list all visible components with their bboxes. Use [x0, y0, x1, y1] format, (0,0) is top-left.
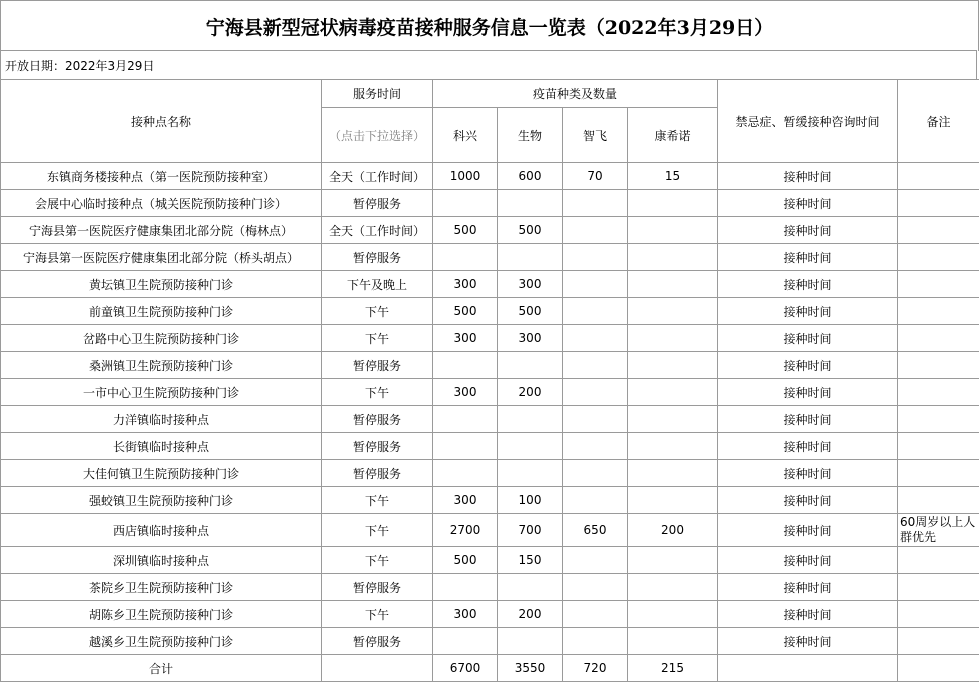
remark-cell — [898, 271, 979, 298]
site-name-cell: 强蛟镇卫生院预防接种门诊 — [1, 487, 322, 514]
remark-cell — [898, 433, 979, 460]
consult-time-cell: 接种时间 — [718, 514, 898, 547]
qty-kangxinuo-cell — [628, 352, 718, 379]
header-contraindication: 禁忌症、暂缓接种咨询时间 — [718, 80, 898, 163]
qty-kangxinuo-cell — [628, 298, 718, 325]
site-name-cell: 胡陈乡卫生院预防接种门诊 — [1, 601, 322, 628]
service-time-cell[interactable]: 下午及晚上 — [322, 271, 433, 298]
remark-cell: 60周岁以上人群优先 — [898, 514, 979, 547]
service-time-cell[interactable]: 暂停服务 — [322, 433, 433, 460]
service-time-cell[interactable]: 下午 — [322, 487, 433, 514]
qty-shengwu-cell — [498, 433, 563, 460]
service-time-cell[interactable]: 下午 — [322, 514, 433, 547]
qty-shengwu-cell — [498, 244, 563, 271]
consult-time-cell: 接种时间 — [718, 163, 898, 190]
service-time-cell[interactable]: 下午 — [322, 325, 433, 352]
service-time-cell[interactable]: 下午 — [322, 298, 433, 325]
qty-kangxinuo-cell — [628, 487, 718, 514]
service-time-dropdown-hint[interactable]: （点击下拉选择） — [322, 108, 433, 163]
qty-zhifei-cell — [563, 379, 628, 406]
remark-cell — [898, 298, 979, 325]
qty-zhifei-cell: 70 — [563, 163, 628, 190]
site-name-cell: 东镇商务楼接种点（第一医院预防接种室） — [1, 163, 322, 190]
table-row — [1, 547, 979, 574]
qty-zhifei-cell — [563, 352, 628, 379]
service-time-cell[interactable]: 全天（工作时间） — [322, 163, 433, 190]
qty-kexing-cell: 500 — [433, 298, 498, 325]
consult-time-cell: 接种时间 — [718, 574, 898, 601]
qty-kexing-cell — [433, 433, 498, 460]
qty-zhifei-cell — [563, 433, 628, 460]
remark-cell — [898, 190, 979, 217]
qty-kexing-cell: 300 — [433, 379, 498, 406]
qty-kexing-cell: 1000 — [433, 163, 498, 190]
total-kexing-cell: 6700 — [433, 655, 498, 682]
qty-zhifei-cell — [563, 298, 628, 325]
table-row — [1, 244, 979, 271]
total-zhifei-cell: 720 — [563, 655, 628, 682]
qty-kangxinuo-cell — [628, 547, 718, 574]
remark-cell — [898, 406, 979, 433]
remark-cell — [898, 628, 979, 655]
remark-cell — [898, 244, 979, 271]
site-name-cell: 黄坛镇卫生院预防接种门诊 — [1, 271, 322, 298]
remark-cell — [898, 547, 979, 574]
qty-kangxinuo-cell: 15 — [628, 163, 718, 190]
vaccination-table — [0, 79, 979, 682]
remark-cell — [898, 352, 979, 379]
consult-time-cell: 接种时间 — [718, 601, 898, 628]
qty-kexing-cell: 500 — [433, 217, 498, 244]
qty-shengwu-cell — [498, 190, 563, 217]
qty-zhifei-cell — [563, 460, 628, 487]
qty-shengwu-cell: 500 — [498, 298, 563, 325]
qty-zhifei-cell — [563, 217, 628, 244]
open-date: 开放日期：2022年3月29日 — [0, 50, 977, 79]
qty-zhifei-cell — [563, 547, 628, 574]
qty-kangxinuo-cell — [628, 379, 718, 406]
service-time-cell[interactable]: 暂停服务 — [322, 628, 433, 655]
qty-shengwu-cell: 300 — [498, 271, 563, 298]
remark-cell — [898, 601, 979, 628]
site-name-cell: 宁海县第一医院医疗健康集团北部分院（梅林点） — [1, 217, 322, 244]
service-time-cell[interactable]: 暂停服务 — [322, 244, 433, 271]
table-row — [1, 379, 979, 406]
qty-shengwu-cell — [498, 574, 563, 601]
site-name-cell: 西店镇临时接种点 — [1, 514, 322, 547]
table-row — [1, 406, 979, 433]
qty-kexing-cell: 300 — [433, 487, 498, 514]
qty-zhifei-cell — [563, 271, 628, 298]
qty-kangxinuo-cell — [628, 217, 718, 244]
site-name-cell: 一市中心卫生院预防接种门诊 — [1, 379, 322, 406]
qty-kangxinuo-cell — [628, 244, 718, 271]
qty-shengwu-cell — [498, 406, 563, 433]
site-name-cell: 长街镇临时接种点 — [1, 433, 322, 460]
consult-time-cell: 接种时间 — [718, 298, 898, 325]
qty-kangxinuo-cell — [628, 406, 718, 433]
service-time-cell[interactable]: 下午 — [322, 601, 433, 628]
qty-kexing-cell — [433, 628, 498, 655]
consult-time-cell: 接种时间 — [718, 406, 898, 433]
qty-zhifei-cell — [563, 406, 628, 433]
qty-shengwu-cell: 700 — [498, 514, 563, 547]
consult-time-cell: 接种时间 — [718, 271, 898, 298]
site-name-cell: 越溪乡卫生院预防接种门诊 — [1, 628, 322, 655]
qty-kangxinuo-cell — [628, 574, 718, 601]
qty-zhifei-cell — [563, 628, 628, 655]
qty-shengwu-cell — [498, 460, 563, 487]
table-row — [1, 628, 979, 655]
qty-kexing-cell — [433, 352, 498, 379]
total-time-cell — [322, 655, 433, 682]
qty-shengwu-cell: 200 — [498, 601, 563, 628]
qty-kexing-cell: 300 — [433, 325, 498, 352]
qty-kangxinuo-cell — [628, 271, 718, 298]
remark-cell — [898, 574, 979, 601]
header-vaccine-group: 疫苗种类及数量 — [433, 80, 718, 108]
table-row — [1, 298, 979, 325]
qty-kexing-cell: 300 — [433, 271, 498, 298]
site-name-cell: 茶院乡卫生院预防接种门诊 — [1, 574, 322, 601]
consult-time-cell: 接种时间 — [718, 433, 898, 460]
qty-zhifei-cell — [563, 325, 628, 352]
remark-cell — [898, 217, 979, 244]
qty-kexing-cell — [433, 190, 498, 217]
table-row — [1, 163, 979, 190]
table-row — [1, 574, 979, 601]
table-row — [1, 190, 979, 217]
total-remark-cell — [898, 655, 979, 682]
remark-cell — [898, 325, 979, 352]
qty-kangxinuo-cell: 200 — [628, 514, 718, 547]
qty-shengwu-cell: 200 — [498, 379, 563, 406]
service-time-cell[interactable]: 下午 — [322, 379, 433, 406]
consult-time-cell: 接种时间 — [718, 244, 898, 271]
table-row — [1, 487, 979, 514]
header-vaccine-kexing: 科兴 — [433, 108, 498, 163]
qty-kexing-cell — [433, 244, 498, 271]
header-vaccine-zhifei: 智飞 — [563, 108, 628, 163]
site-name-cell: 宁海县第一医院医疗健康集团北部分院（桥头胡点） — [1, 244, 322, 271]
qty-shengwu-cell — [498, 628, 563, 655]
qty-shengwu-cell: 500 — [498, 217, 563, 244]
qty-kexing-cell — [433, 574, 498, 601]
consult-time-cell: 接种时间 — [718, 487, 898, 514]
table-row — [1, 352, 979, 379]
total-row — [1, 655, 979, 682]
service-time-cell[interactable]: 暂停服务 — [322, 406, 433, 433]
table-row — [1, 271, 979, 298]
consult-time-cell: 接种时间 — [718, 352, 898, 379]
site-name-cell: 桑洲镇卫生院预防接种门诊 — [1, 352, 322, 379]
remark-cell — [898, 460, 979, 487]
qty-zhifei-cell — [563, 574, 628, 601]
service-time-cell[interactable]: 暂停服务 — [322, 460, 433, 487]
remark-cell — [898, 487, 979, 514]
table-row — [1, 460, 979, 487]
table-row — [1, 217, 979, 244]
consult-time-cell: 接种时间 — [718, 379, 898, 406]
qty-zhifei-cell — [563, 601, 628, 628]
qty-kangxinuo-cell — [628, 601, 718, 628]
remark-cell — [898, 163, 979, 190]
qty-shengwu-cell: 300 — [498, 325, 563, 352]
site-name-cell: 前童镇卫生院预防接种门诊 — [1, 298, 322, 325]
total-consult-cell — [718, 655, 898, 682]
service-time-cell[interactable]: 暂停服务 — [322, 190, 433, 217]
qty-zhifei-cell — [563, 244, 628, 271]
total-shengwu-cell: 3550 — [498, 655, 563, 682]
qty-shengwu-cell — [498, 352, 563, 379]
service-time-cell[interactable]: 下午 — [322, 547, 433, 574]
qty-kexing-cell: 500 — [433, 547, 498, 574]
service-time-cell[interactable]: 暂停服务 — [322, 574, 433, 601]
header-vaccine-shengwu: 生物 — [498, 108, 563, 163]
consult-time-cell: 接种时间 — [718, 628, 898, 655]
qty-zhifei-cell — [563, 487, 628, 514]
qty-shengwu-cell: 150 — [498, 547, 563, 574]
qty-shengwu-cell: 100 — [498, 487, 563, 514]
qty-kangxinuo-cell — [628, 325, 718, 352]
consult-time-cell: 接种时间 — [718, 325, 898, 352]
site-name-cell: 深圳镇临时接种点 — [1, 547, 322, 574]
remark-cell — [898, 379, 979, 406]
qty-kexing-cell: 300 — [433, 601, 498, 628]
header-site-name: 接种点名称 — [1, 80, 322, 163]
service-time-cell[interactable]: 全天（工作时间） — [322, 217, 433, 244]
consult-time-cell: 接种时间 — [718, 217, 898, 244]
qty-kexing-cell: 2700 — [433, 514, 498, 547]
site-name-cell: 大佳何镇卫生院预防接种门诊 — [1, 460, 322, 487]
site-name-cell: 会展中心临时接种点（城关医院预防接种门诊） — [1, 190, 322, 217]
consult-time-cell: 接种时间 — [718, 547, 898, 574]
header-vaccine-kangxinuo: 康希诺 — [628, 108, 718, 163]
qty-kangxinuo-cell — [628, 628, 718, 655]
qty-shengwu-cell: 600 — [498, 163, 563, 190]
qty-kangxinuo-cell — [628, 190, 718, 217]
qty-kangxinuo-cell — [628, 433, 718, 460]
qty-kexing-cell — [433, 406, 498, 433]
header-service-time: 服务时间 — [322, 80, 433, 108]
site-name-cell: 力洋镇临时接种点 — [1, 406, 322, 433]
total-label-cell: 合计 — [1, 655, 322, 682]
qty-kangxinuo-cell — [628, 460, 718, 487]
consult-time-cell: 接种时间 — [718, 460, 898, 487]
table-row — [1, 433, 979, 460]
qty-zhifei-cell: 650 — [563, 514, 628, 547]
qty-zhifei-cell — [563, 190, 628, 217]
table-row — [1, 601, 979, 628]
total-kangxinuo-cell: 215 — [628, 655, 718, 682]
table-row — [1, 514, 979, 547]
site-name-cell: 岔路中心卫生院预防接种门诊 — [1, 325, 322, 352]
consult-time-cell: 接种时间 — [718, 190, 898, 217]
page-title: 宁海县新型冠状病毒疫苗接种服务信息一览表（2022年3月29日） — [0, 0, 979, 51]
service-time-cell[interactable]: 暂停服务 — [322, 352, 433, 379]
header-remark: 备注 — [898, 80, 979, 163]
qty-kexing-cell — [433, 460, 498, 487]
table-row — [1, 325, 979, 352]
